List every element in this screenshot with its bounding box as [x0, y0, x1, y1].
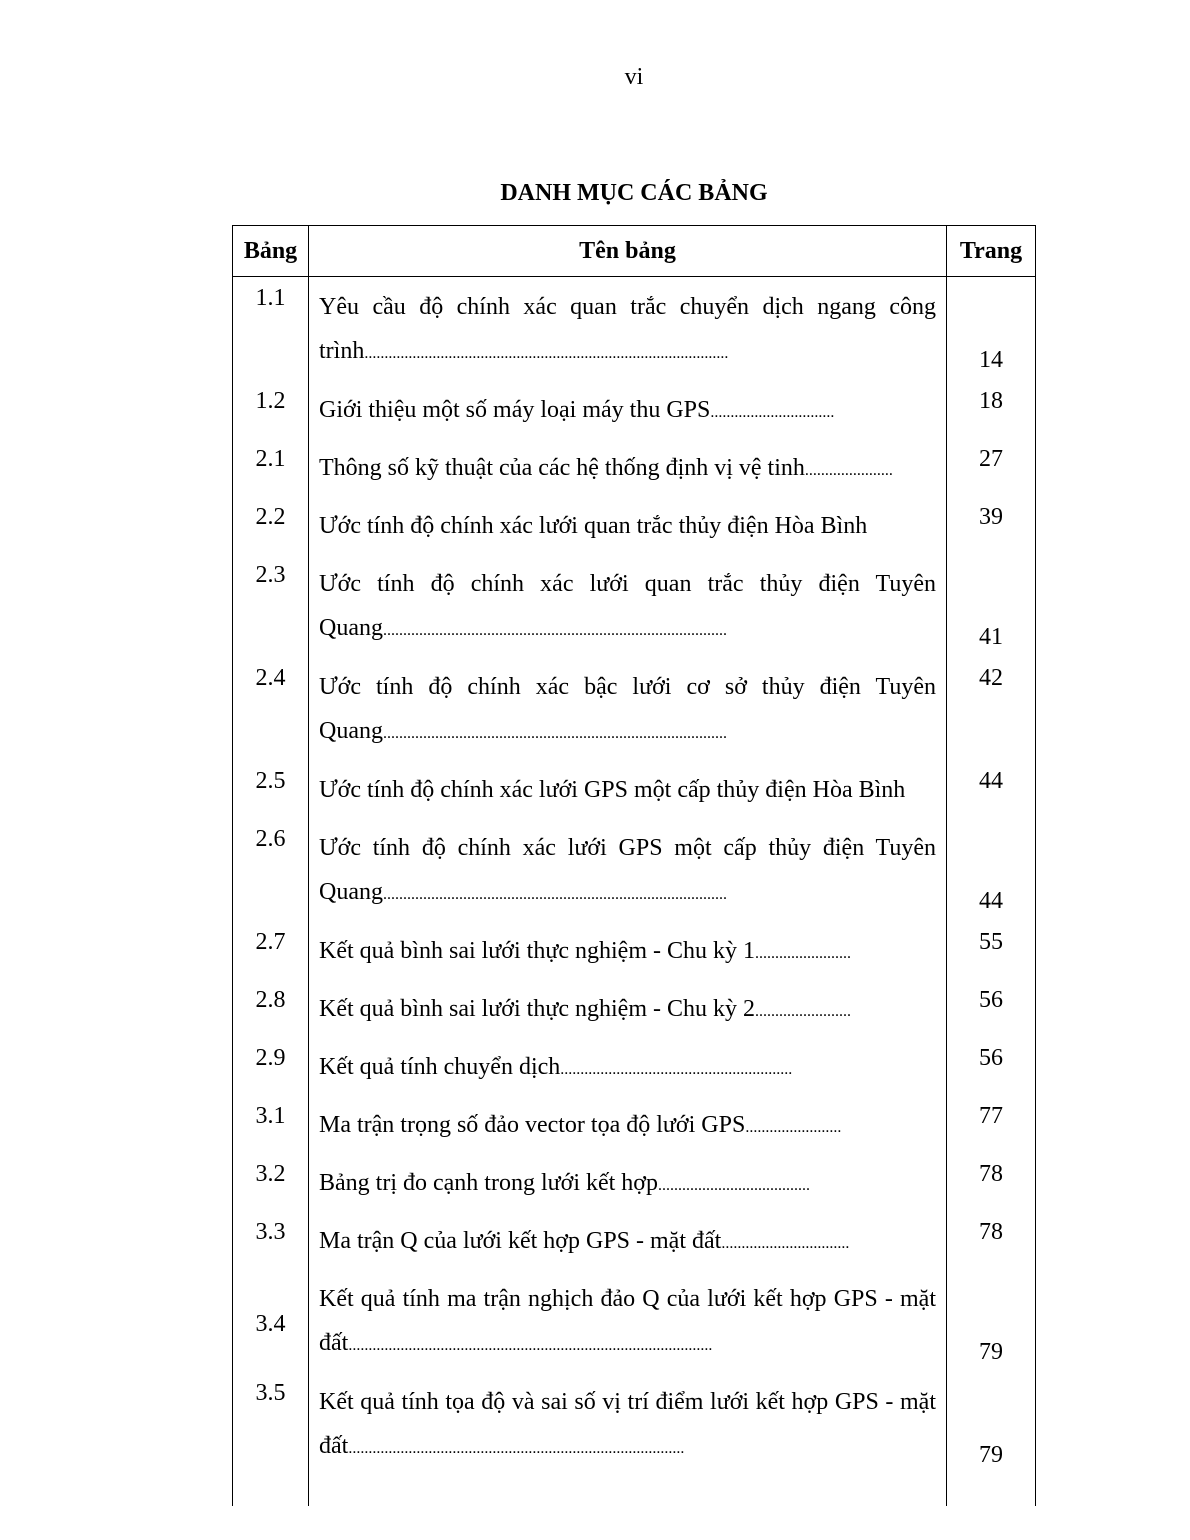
- table-row: [233, 1095, 1036, 1153]
- dot-leader: ........................: [745, 1119, 842, 1136]
- dot-leader: ...............................: [710, 404, 835, 421]
- row-number: 2.7: [233, 921, 309, 979]
- row-title: Giới thiệu một số máy loại máy thu GPS: [319, 397, 711, 423]
- row-title: Ước tính độ chính xác lưới GPS một cấp thủy điện Tuyên Quang: [319, 835, 936, 905]
- table-row: [233, 380, 1036, 438]
- row-page: 44: [947, 818, 1036, 921]
- row-number: 3.5: [233, 1372, 309, 1475]
- row-title: Ước tính độ chính xác bậc lưới cơ sở thủy điện Tuyên Quang: [319, 674, 936, 744]
- table-row: [233, 1269, 1036, 1372]
- row-page: 77: [947, 1095, 1036, 1153]
- row-title: Ma trận Q của lưới kết hợp GPS - mặt đất: [319, 1228, 722, 1254]
- dot-leader: ......................................................................................: [382, 725, 727, 742]
- row-title: Ước tính độ chính xác lưới quan trắc thủy điện Hòa Bình: [319, 513, 868, 539]
- table-row: [233, 1037, 1036, 1095]
- table-row: [233, 818, 1036, 921]
- row-title: Kết quả bình sai lưới thực nghiệm - Chu kỳ 2: [319, 996, 755, 1022]
- row-title: Kết quả tính ma trận nghịch đảo Q của lưới kết hợp GPS - mặt đất: [319, 1286, 936, 1356]
- dot-leader: ........................: [754, 945, 851, 962]
- table-row: [233, 921, 1036, 979]
- row-number: 2.5: [233, 760, 309, 818]
- row-title: Ước tính độ chính xác lưới quan trắc thủy điện Tuyên Quang: [319, 571, 936, 641]
- table-header-row: [233, 226, 1036, 277]
- row-page: 27: [947, 438, 1036, 496]
- row-title: Ước tính độ chính xác lưới GPS một cấp thủy điện Hòa Bình: [319, 777, 906, 803]
- row-title: Thông số kỹ thuật của các hệ thống định vị vệ tinh: [319, 455, 805, 481]
- header-table-title: Tên bảng: [309, 226, 947, 277]
- row-title: Kết quả tính tọa độ và sai số vị trí điểm lưới kết hợp GPS - mặt đất: [319, 1389, 936, 1459]
- row-number: 2.2: [233, 496, 309, 554]
- row-number: 1.2: [233, 380, 309, 438]
- header-page: Trang: [947, 226, 1036, 277]
- row-page: 18: [947, 380, 1036, 438]
- row-number: 2.3: [233, 554, 309, 657]
- dot-leader: ...........................................................................................: [364, 345, 729, 362]
- dot-leader: ......................................................................................: [382, 886, 727, 903]
- row-page: 78: [947, 1211, 1036, 1269]
- table-row: [233, 438, 1036, 496]
- table-row: [233, 1211, 1036, 1269]
- row-page: 42: [947, 657, 1036, 760]
- row-number: 3.3: [233, 1211, 309, 1269]
- row-number: 2.9: [233, 1037, 309, 1095]
- dot-leader: ......................................................................................: [382, 622, 727, 639]
- row-title: Yêu cầu độ chính xác quan trắc chuyển dịch ngang công trình: [319, 294, 936, 364]
- row-page: 79: [947, 1269, 1036, 1372]
- dot-leader: ......................: [804, 462, 893, 479]
- row-page: 39: [947, 496, 1036, 554]
- row-title: Ma trận trọng số đảo vector tọa độ lưới GPS: [319, 1112, 746, 1138]
- row-number: 2.6: [233, 818, 309, 921]
- dot-leader: ....................................................................................: [348, 1440, 685, 1457]
- row-number: 2.4: [233, 657, 309, 760]
- table-row: [233, 760, 1036, 818]
- row-number: 3.2: [233, 1153, 309, 1211]
- row-page: 79: [947, 1372, 1036, 1475]
- row-number: 2.8: [233, 979, 309, 1037]
- table-row: [233, 657, 1036, 760]
- row-page: 55: [947, 921, 1036, 979]
- header-table-number: Bảng: [233, 226, 309, 277]
- table-row-continuation: [233, 1475, 1036, 1506]
- row-title: Kết quả bình sai lưới thực nghiệm - Chu kỳ 1: [319, 938, 755, 964]
- row-page: 44: [947, 760, 1036, 818]
- table-row: [233, 496, 1036, 554]
- list-of-tables: [232, 225, 1036, 1506]
- row-page: 78: [947, 1153, 1036, 1211]
- page-number: vi: [624, 64, 644, 90]
- row-number: 3.1: [233, 1095, 309, 1153]
- row-number: 1.1: [233, 277, 309, 381]
- page-title: DANH MỤC CÁC BẢNG: [500, 180, 768, 206]
- row-number: 3.4: [233, 1269, 309, 1372]
- table-row: [233, 979, 1036, 1037]
- row-title: Bảng trị đo cạnh trong lưới kết hợp: [319, 1170, 658, 1196]
- table-row: [233, 1372, 1036, 1475]
- dot-leader: ........................: [754, 1003, 851, 1020]
- dot-leader: ................................: [721, 1235, 850, 1252]
- row-page: 56: [947, 979, 1036, 1037]
- dot-leader: ..........................................................: [560, 1061, 793, 1078]
- row-title: Kết quả tính chuyển dịch: [319, 1054, 561, 1080]
- table-row: [233, 554, 1036, 657]
- row-page: 41: [947, 554, 1036, 657]
- table-row: [233, 277, 1036, 381]
- row-page: 14: [947, 277, 1036, 381]
- row-page: 56: [947, 1037, 1036, 1095]
- table-row: [233, 1153, 1036, 1211]
- dot-leader: ......................................: [658, 1177, 810, 1194]
- row-number: 2.1: [233, 438, 309, 496]
- dot-leader: ...........................................................................................: [348, 1337, 713, 1354]
